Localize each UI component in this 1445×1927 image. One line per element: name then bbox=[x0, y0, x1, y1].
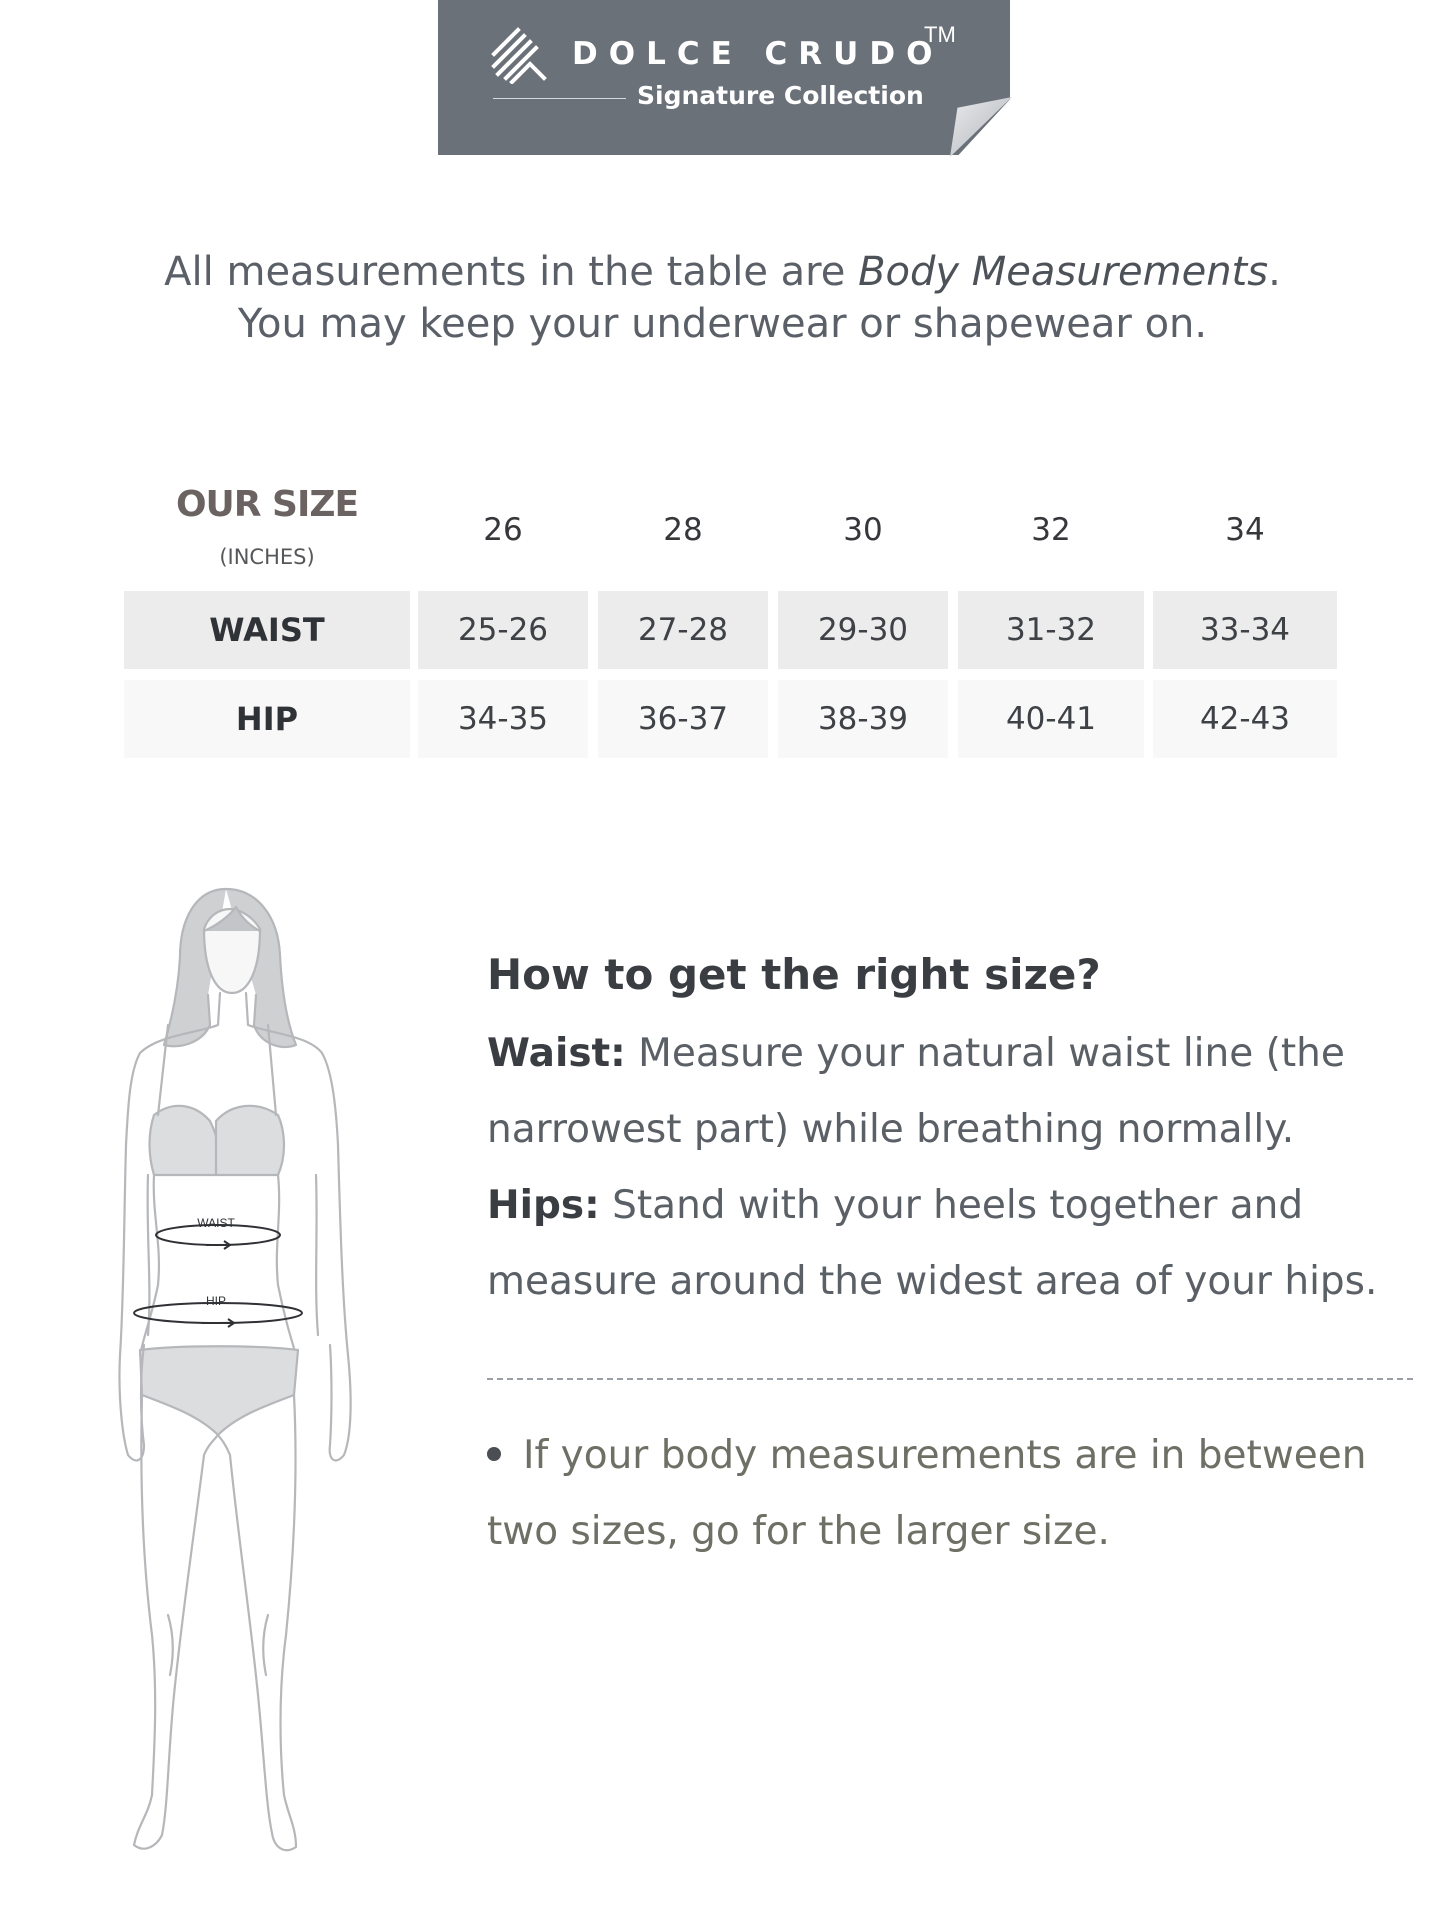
brand-name: DOLCE CRUDO bbox=[572, 36, 944, 72]
size-column-header: 28 bbox=[663, 512, 703, 548]
hips-instruction-label: Hips: bbox=[487, 1183, 600, 1228]
hip-tag: HIP bbox=[205, 1294, 227, 1308]
size-column-header: 32 bbox=[1031, 512, 1071, 548]
hips-instruction-text: Stand with your heels together and measure around the widest area of your hips. bbox=[487, 1183, 1378, 1304]
waist-instruction bbox=[487, 1016, 1407, 1168]
intro-emphasis: Body Measurements bbox=[858, 249, 1269, 295]
waist-cell: 33-34 bbox=[1153, 591, 1337, 669]
intro-line-2: You may keep your underwear or shapewear on. bbox=[237, 301, 1208, 347]
intro-line-1 bbox=[0, 246, 1445, 298]
waist-cell: 27-28 bbox=[598, 591, 768, 669]
size-tip-text: If your body measurements are in between two sizes, go for the larger size. bbox=[487, 1433, 1367, 1554]
trademark-mark: TM bbox=[924, 22, 956, 47]
hip-cell: 40-41 bbox=[958, 680, 1144, 758]
hips-instruction bbox=[487, 1168, 1407, 1320]
waist-cell: 25-26 bbox=[418, 591, 588, 669]
bullet-icon bbox=[487, 1447, 501, 1461]
brand-subtitle: Signature Collection bbox=[637, 81, 924, 110]
size-unit-label: (INCHES) bbox=[219, 545, 315, 569]
hip-cell: 36-37 bbox=[598, 680, 768, 758]
intro-text bbox=[0, 246, 1445, 350]
brand-logo-icon bbox=[490, 24, 548, 84]
waist-row-label: WAIST bbox=[124, 591, 410, 669]
waist-instruction-text: Measure your natural waist line (the narrowest part) while breathing normally. bbox=[487, 1031, 1345, 1152]
size-column-header: 30 bbox=[843, 512, 883, 548]
size-column-header: 26 bbox=[483, 512, 523, 548]
brand-divider bbox=[493, 98, 626, 99]
waist-cell: 31-32 bbox=[958, 591, 1144, 669]
hip-row-label: HIP bbox=[124, 680, 410, 758]
size-tip bbox=[487, 1418, 1407, 1570]
section-divider bbox=[487, 1378, 1413, 1380]
hip-cell: 38-39 bbox=[778, 680, 948, 758]
intro-line-1-prefix: All measurements in the table are bbox=[164, 249, 859, 295]
size-column-header: 34 bbox=[1225, 512, 1265, 548]
body-figure-illustration bbox=[118, 875, 358, 1865]
hip-cell: 34-35 bbox=[418, 680, 588, 758]
waist-cell: 29-30 bbox=[778, 591, 948, 669]
size-header-label: OUR SIZE bbox=[175, 484, 359, 525]
intro-line-1-suffix: . bbox=[1268, 249, 1281, 295]
hip-cell: 42-43 bbox=[1153, 680, 1337, 758]
waist-tag: WAIST bbox=[197, 1216, 235, 1230]
guide-title: How to get the right size? bbox=[487, 950, 1101, 999]
waist-instruction-label: Waist: bbox=[487, 1031, 626, 1076]
